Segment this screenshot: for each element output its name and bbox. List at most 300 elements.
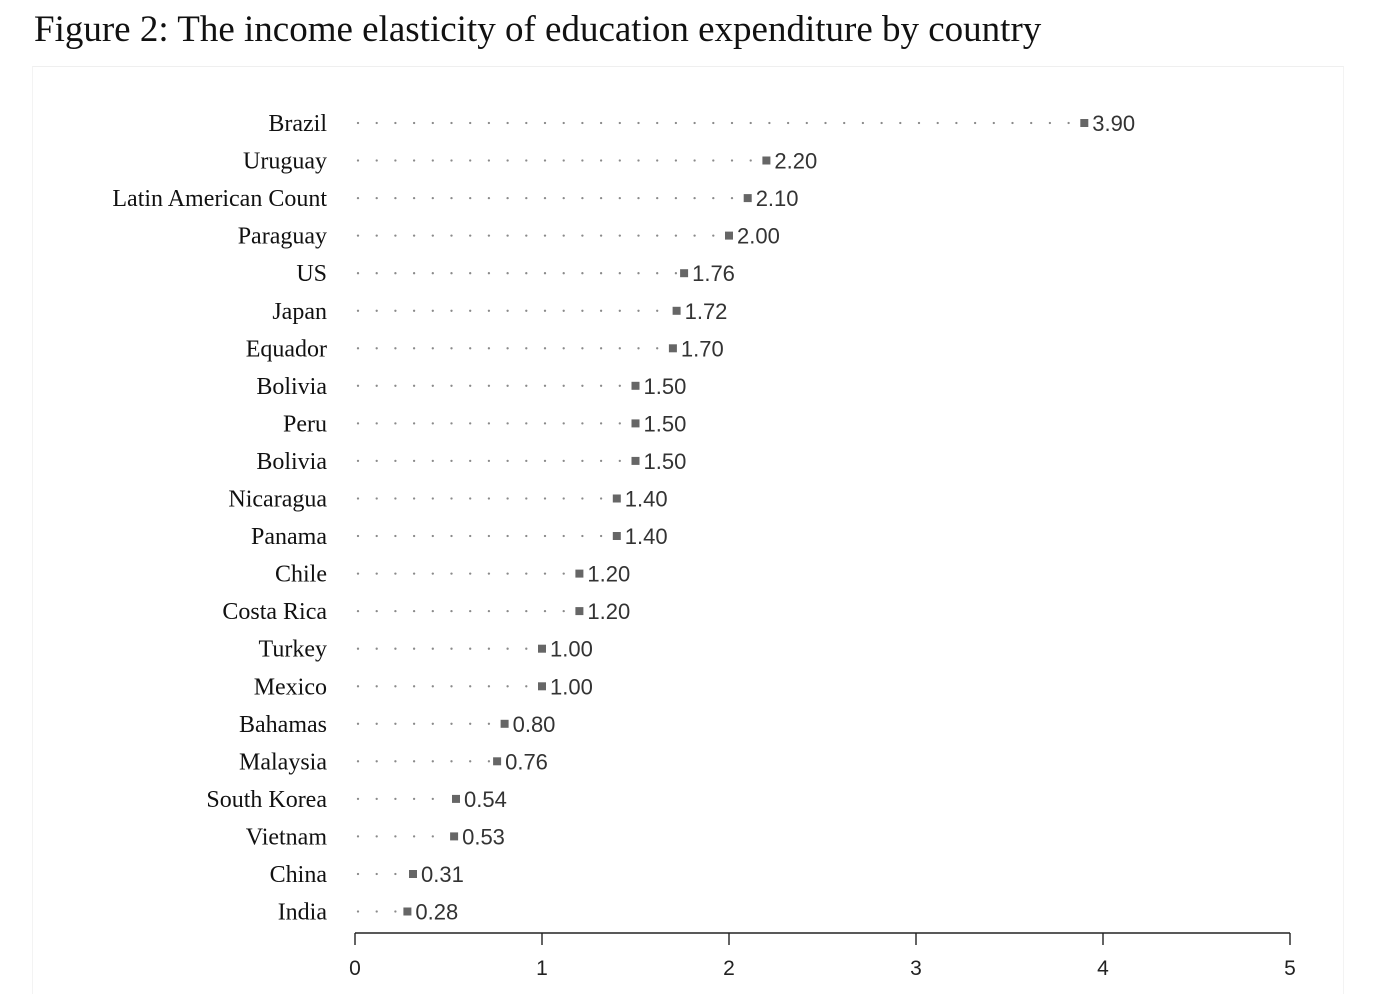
leader-dot	[488, 760, 490, 762]
leader-dot	[675, 122, 677, 124]
leader-dot	[563, 572, 565, 574]
leader-dot	[525, 535, 527, 537]
leader-dot	[581, 347, 583, 349]
value-label: 3.90	[1092, 111, 1136, 136]
leader-dot	[619, 422, 621, 424]
leader-dot	[432, 310, 434, 312]
leader-dot	[937, 122, 939, 124]
data-marker	[725, 232, 733, 240]
leader-dot	[488, 497, 490, 499]
leader-line	[357, 122, 1070, 124]
leader-dot	[469, 159, 471, 161]
leader-dot	[656, 347, 658, 349]
leader-dot	[544, 535, 546, 537]
value-label: 0.54	[464, 786, 507, 812]
leader-dot	[469, 535, 471, 537]
x-tick-label: 5	[1284, 957, 1296, 980]
leader-dot	[450, 685, 452, 687]
value-label: 1.50	[643, 411, 687, 437]
leader-dot	[413, 422, 415, 424]
leader-dot	[413, 234, 415, 236]
leader-dot	[376, 760, 378, 762]
leader-dot	[488, 572, 490, 574]
value-label: 0.28	[415, 899, 459, 925]
leader-dot	[413, 197, 415, 199]
leader-dot	[450, 197, 452, 199]
leader-dot	[394, 572, 396, 574]
leader-line	[357, 535, 602, 537]
category-label: Brazil	[268, 111, 327, 137]
leader-dot	[656, 122, 658, 124]
leader-dot	[394, 610, 396, 612]
leader-dot	[750, 122, 752, 124]
leader-dot	[394, 234, 396, 236]
leader-dot	[581, 422, 583, 424]
leader-dot	[563, 497, 565, 499]
category-label: Mexico	[253, 674, 327, 701]
leader-dot	[544, 310, 546, 312]
leader-line	[357, 760, 490, 762]
leader-dot	[506, 272, 508, 274]
leader-dot	[450, 497, 452, 499]
leader-dot	[488, 385, 490, 387]
leader-dot	[563, 610, 565, 612]
leader-dot	[619, 310, 621, 312]
value-label: 1.20	[587, 561, 631, 587]
leader-dot	[899, 122, 901, 124]
leader-dot	[432, 385, 434, 387]
leader-dot	[563, 122, 565, 124]
leader-dot	[376, 272, 378, 274]
leader-dot	[376, 835, 378, 837]
leader-dot	[450, 648, 452, 650]
leader-dot	[469, 460, 471, 462]
leader-dot	[824, 122, 826, 124]
leader-dot	[712, 197, 714, 199]
x-tick-label: 4	[1097, 957, 1109, 980]
leader-dot	[432, 535, 434, 537]
leader-dot	[488, 310, 490, 312]
leader-dot	[525, 122, 527, 124]
value-label: 0.80	[512, 711, 556, 737]
leader-dot	[619, 122, 621, 124]
leader-line	[357, 610, 565, 612]
leader-dot	[581, 385, 583, 387]
value-labels	[415, 111, 1135, 925]
leader-dot	[506, 648, 508, 650]
data-marker	[613, 495, 621, 503]
data-marker	[501, 720, 509, 728]
leader-dot	[376, 723, 378, 725]
leader-dot	[394, 685, 396, 687]
leader-dot	[394, 347, 396, 349]
leader-dot	[357, 798, 359, 800]
leader-dot	[581, 234, 583, 236]
leader-dot	[469, 385, 471, 387]
data-marker	[1080, 119, 1088, 127]
value-label: 2.10	[755, 186, 799, 212]
value-label: 0.53	[462, 824, 505, 850]
leader-dot	[563, 385, 565, 387]
leader-dot	[357, 497, 359, 499]
leader-dot	[1049, 122, 1051, 124]
leader-dot	[469, 572, 471, 574]
category-label: Bolivia	[256, 373, 327, 400]
leader-dot	[693, 197, 695, 199]
leader-dot	[488, 460, 490, 462]
leader-line	[357, 835, 434, 837]
x-tick-label: 0	[349, 957, 361, 980]
leader-dot	[544, 610, 546, 612]
leader-dot	[394, 910, 396, 912]
leader-dot	[413, 272, 415, 274]
leader-dot	[357, 122, 359, 124]
leader-dot	[357, 572, 359, 574]
leader-dot	[563, 535, 565, 537]
leader-dot	[731, 122, 733, 124]
data-marker	[613, 532, 621, 540]
leader-dot	[600, 159, 602, 161]
leader-dot	[525, 385, 527, 387]
leader-dot	[563, 310, 565, 312]
leader-dot	[619, 347, 621, 349]
leader-dot	[357, 272, 359, 274]
leader-line	[357, 910, 397, 912]
leader-dot	[656, 272, 658, 274]
leader-dot	[432, 572, 434, 574]
value-label: 1.76	[692, 261, 735, 287]
leader-dot	[843, 122, 845, 124]
leader-dot	[413, 497, 415, 499]
leader-dot	[376, 347, 378, 349]
value-label: 1.50	[643, 448, 687, 474]
leader-dot	[432, 122, 434, 124]
leader-dot	[600, 197, 602, 199]
leader-line	[357, 234, 715, 236]
leader-dot	[675, 159, 677, 161]
leader-dot	[656, 197, 658, 199]
leader-dot	[357, 460, 359, 462]
category-label: Latin American Count	[112, 186, 327, 213]
leader-dot	[600, 310, 602, 312]
category-label: Panama	[251, 524, 327, 551]
leader-dot	[394, 873, 396, 875]
leader-dot	[563, 197, 565, 199]
leader-dot	[357, 197, 359, 199]
leader-dot	[693, 234, 695, 236]
leader-dot	[450, 535, 452, 537]
category-label: Uruguay	[243, 148, 327, 175]
category-label: Turkey	[258, 636, 327, 663]
value-label: 1.50	[643, 373, 687, 399]
leader-dot	[394, 122, 396, 124]
leader-dot	[581, 497, 583, 499]
leader-dot	[376, 685, 378, 687]
leader-dot	[656, 310, 658, 312]
leader-dot	[469, 685, 471, 687]
leader-dot	[413, 572, 415, 574]
leader-dot	[544, 272, 546, 274]
leader-dot	[525, 234, 527, 236]
leader-line	[357, 310, 658, 312]
leader-dot	[357, 835, 359, 837]
leader-dot	[488, 535, 490, 537]
leader-dot	[544, 122, 546, 124]
leader-dot	[450, 460, 452, 462]
leader-dot	[506, 610, 508, 612]
leader-dot	[376, 460, 378, 462]
leader-dot	[544, 234, 546, 236]
leader-dot	[993, 122, 995, 124]
leader-dot	[469, 234, 471, 236]
leader-dot	[787, 122, 789, 124]
value-label: 1.72	[684, 298, 728, 324]
leader-dot	[432, 159, 434, 161]
leader-dot	[376, 159, 378, 161]
leader-line	[357, 497, 602, 499]
leader-dot	[376, 234, 378, 236]
leader-dot	[806, 122, 808, 124]
leader-dot	[469, 310, 471, 312]
leader-dot	[376, 310, 378, 312]
x-tick-label: 3	[910, 957, 922, 980]
leader-dot	[432, 347, 434, 349]
category-label: Japan	[272, 298, 327, 325]
leader-dot	[506, 422, 508, 424]
leader-dot	[506, 234, 508, 236]
leader-dot	[450, 122, 452, 124]
leader-dot	[506, 572, 508, 574]
category-labels	[112, 111, 327, 926]
leader-dot	[394, 159, 396, 161]
leader-dot	[394, 835, 396, 837]
leader-dot	[675, 234, 677, 236]
leader-dot	[525, 610, 527, 612]
leader-line	[357, 648, 528, 650]
category-label: Vietnam	[245, 824, 327, 851]
leader-dot	[488, 422, 490, 424]
leader-dot	[450, 760, 452, 762]
leader-dot	[637, 347, 639, 349]
leader-dot	[432, 685, 434, 687]
leader-dot	[750, 159, 752, 161]
leader-dot	[600, 347, 602, 349]
data-marker	[403, 908, 411, 916]
chart-panel	[32, 66, 1344, 994]
leader-dot	[376, 422, 378, 424]
leader-dot	[525, 460, 527, 462]
leader-line	[357, 873, 397, 875]
leader-dot	[581, 197, 583, 199]
leader-dot	[357, 234, 359, 236]
leader-dot	[488, 272, 490, 274]
leader-dot	[637, 197, 639, 199]
leader-dot	[637, 272, 639, 274]
leader-dot	[432, 610, 434, 612]
leader-dot	[394, 535, 396, 537]
leader-dot	[413, 159, 415, 161]
leader-dot	[432, 798, 434, 800]
leader-line	[357, 272, 677, 274]
leader-dot	[432, 460, 434, 462]
data-marker	[744, 194, 752, 202]
leader-dot	[712, 234, 714, 236]
leader-dot	[413, 610, 415, 612]
leader-dot	[413, 723, 415, 725]
leader-dot	[357, 347, 359, 349]
leader-dot	[581, 272, 583, 274]
leader-line	[357, 685, 528, 687]
leader-dot	[600, 535, 602, 537]
leader-dot	[525, 648, 527, 650]
leader-dot	[432, 835, 434, 837]
leader-dot	[376, 648, 378, 650]
leader-dot	[376, 122, 378, 124]
value-label: 1.70	[680, 336, 724, 362]
leader-dot	[506, 197, 508, 199]
leader-dot	[394, 197, 396, 199]
leader-dot	[488, 685, 490, 687]
dot-chart	[33, 67, 1343, 995]
leader-dot	[357, 685, 359, 687]
leader-dot	[469, 760, 471, 762]
leader-dot	[376, 798, 378, 800]
leader-dot	[450, 272, 452, 274]
data-marker	[575, 607, 583, 615]
leader-dot	[693, 159, 695, 161]
value-label: 1.00	[550, 674, 593, 700]
leader-dot	[376, 535, 378, 537]
leader-dot	[955, 122, 957, 124]
leader-line	[357, 422, 621, 424]
leader-dot	[712, 122, 714, 124]
leader-dot	[394, 422, 396, 424]
data-marker	[493, 757, 501, 765]
leader-dot	[394, 798, 396, 800]
data-marker	[673, 307, 681, 315]
leader-dot	[525, 159, 527, 161]
value-label: 0.76	[505, 749, 548, 775]
leader-dot	[675, 197, 677, 199]
leader-dot	[637, 234, 639, 236]
leader-dot	[862, 122, 864, 124]
category-label: Bolivia	[256, 448, 327, 475]
leader-dot	[1030, 122, 1032, 124]
leader-dot	[563, 347, 565, 349]
leader-dot	[376, 610, 378, 612]
leader-dot	[413, 385, 415, 387]
leader-dot	[394, 272, 396, 274]
leader-dot	[450, 610, 452, 612]
data-marker	[450, 832, 458, 840]
leader-dot	[357, 910, 359, 912]
leader-dot	[394, 760, 396, 762]
leader-dot	[469, 497, 471, 499]
value-label: 1.40	[624, 486, 668, 512]
leader-line	[357, 572, 565, 574]
leader-dot	[450, 310, 452, 312]
leader-dot	[731, 159, 733, 161]
leader-dot	[619, 272, 621, 274]
leader-dot	[525, 497, 527, 499]
leader-dot	[525, 310, 527, 312]
leader-dot	[357, 535, 359, 537]
leader-dot	[974, 122, 976, 124]
category-label: US	[296, 261, 327, 288]
leader-dot	[469, 610, 471, 612]
category-label: Equador	[245, 336, 327, 363]
data-marker	[632, 457, 640, 465]
leader-dot	[376, 385, 378, 387]
leader-dot	[563, 460, 565, 462]
leader-dot	[413, 460, 415, 462]
leader-dot	[637, 122, 639, 124]
leader-dot	[413, 798, 415, 800]
leader-dot	[918, 122, 920, 124]
leader-dot	[488, 159, 490, 161]
data-marker	[669, 344, 677, 352]
leader-dot	[357, 760, 359, 762]
leader-dot	[376, 873, 378, 875]
leader-dot	[731, 197, 733, 199]
leader-dot	[357, 422, 359, 424]
data-marker	[762, 157, 770, 165]
leader-dot	[619, 234, 621, 236]
leader-dot	[506, 159, 508, 161]
leader-dot	[506, 685, 508, 687]
leader-dot	[432, 760, 434, 762]
leader-dot	[469, 648, 471, 650]
leader-dot	[544, 460, 546, 462]
leader-dot	[619, 385, 621, 387]
leader-dot	[357, 310, 359, 312]
leader-dot	[506, 347, 508, 349]
value-label: 1.20	[587, 599, 631, 625]
leader-dot	[506, 310, 508, 312]
leader-dot	[488, 610, 490, 612]
data-marker	[575, 570, 583, 578]
leader-dot	[693, 122, 695, 124]
leader-dot	[581, 159, 583, 161]
data-marker	[538, 645, 546, 653]
figure-title: Figure 2: The income elasticity of education expenditure by country	[34, 9, 1042, 50]
leader-dot	[525, 197, 527, 199]
category-label: Paraguay	[237, 223, 327, 250]
leader-dot	[394, 497, 396, 499]
leader-dot	[413, 685, 415, 687]
leader-dot	[544, 159, 546, 161]
leader-line	[357, 460, 621, 462]
leader-dot	[563, 159, 565, 161]
leader-dot	[880, 122, 882, 124]
leader-dot	[506, 497, 508, 499]
leader-dot	[544, 497, 546, 499]
leader-dot	[525, 422, 527, 424]
leader-dot	[506, 535, 508, 537]
leader-dot	[488, 347, 490, 349]
leader-dot	[581, 310, 583, 312]
leader-dot	[488, 723, 490, 725]
leader-dot	[432, 723, 434, 725]
leader-dot	[469, 347, 471, 349]
category-label: Nicaragua	[228, 486, 327, 513]
leader-dot	[357, 723, 359, 725]
leader-dot	[450, 234, 452, 236]
leader-dot	[469, 122, 471, 124]
leader-line	[357, 347, 658, 349]
leader-dot	[656, 159, 658, 161]
leader-dot	[1011, 122, 1013, 124]
